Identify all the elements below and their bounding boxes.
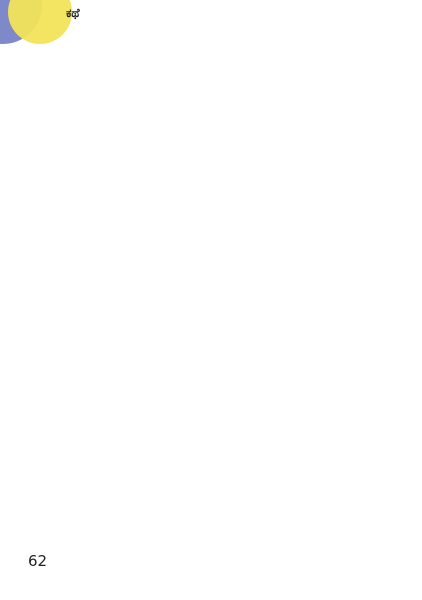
page-number: 62 [28,552,48,570]
section-title: ಕಥೆ [66,6,80,20]
story-body [54,56,394,556]
